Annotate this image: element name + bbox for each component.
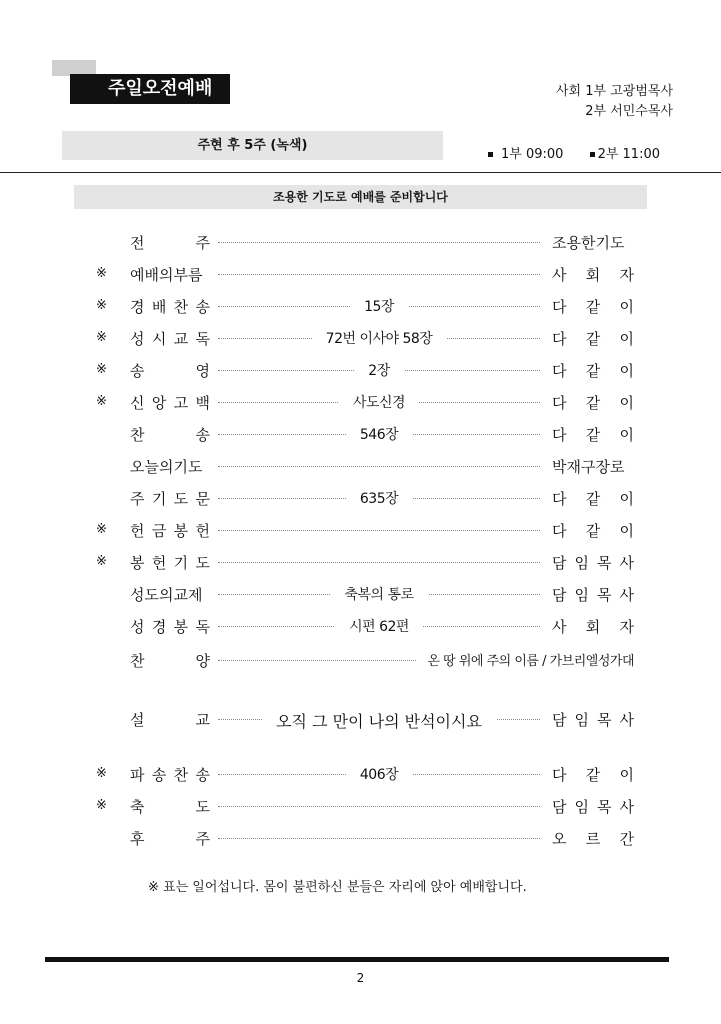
- leader-line-1: 사회 1부 고광범목사: [556, 84, 673, 99]
- dotted-leader: [218, 242, 540, 243]
- order-item-name-part: 설: [130, 711, 145, 729]
- order-item-name: [130, 296, 210, 317]
- order-item-leader: [552, 488, 634, 509]
- order-item-name-part: 도: [195, 798, 210, 816]
- order-item-leader: [552, 424, 634, 445]
- order-item-leader-part: 다: [552, 522, 567, 540]
- order-item: [96, 581, 634, 607]
- order-item-leader-part: 회: [585, 618, 601, 636]
- order-item-leader-part: 담: [552, 711, 567, 729]
- order-item-name-part: 봉: [130, 554, 145, 572]
- square-bullet-icon: [488, 152, 493, 157]
- order-item-detail: 사도신경: [339, 395, 419, 411]
- order-item-name-part: 축: [130, 798, 145, 816]
- order-item-detail: 546장: [346, 427, 412, 443]
- order-item: [96, 549, 634, 575]
- order-item: [96, 793, 634, 819]
- order-item-detail: 72번 이사야 58장: [312, 331, 447, 347]
- order-item-name-part: 찬: [173, 766, 189, 784]
- order-item-leader-part: 임: [574, 554, 589, 572]
- standing-mark: ※: [96, 798, 107, 813]
- order-item-name-part: 송: [195, 426, 210, 444]
- order-item-name-part: 송: [195, 766, 210, 784]
- dotted-leader: [218, 530, 540, 531]
- order-item-leader-part: 목: [597, 798, 612, 816]
- order-item-leader-part: 담: [552, 798, 567, 816]
- order-item-leader-part: 이: [619, 490, 634, 508]
- order-item-leader-part: 자: [619, 618, 634, 636]
- order-item-detail: 오직 그 만이 나의 반석이시요: [262, 712, 496, 731]
- order-item-name: [130, 424, 210, 445]
- order-item-leader-part: 목: [597, 711, 612, 729]
- order-item-name-part: 송: [151, 766, 167, 784]
- order-item-name-part: 기: [151, 490, 167, 508]
- order-item: [96, 485, 634, 511]
- order-item: [96, 325, 634, 351]
- order-item-detail: 406장: [346, 767, 412, 783]
- order-item-name: [130, 796, 210, 817]
- order-item-detail: 시편 62편: [335, 619, 423, 635]
- order-item-name: [130, 456, 210, 477]
- standing-mark: ※: [96, 266, 107, 281]
- order-item-leader: [552, 796, 634, 817]
- order-item: [96, 229, 634, 255]
- order-item-name: [130, 392, 210, 413]
- order-item-leader-part: 같: [585, 426, 601, 444]
- order-item-leader-part: 오: [552, 830, 567, 848]
- order-item-detail: 축복의 통로: [330, 587, 427, 603]
- order-item-name-part: 성: [130, 330, 145, 348]
- order-item: [96, 647, 634, 673]
- order-item-leader: [552, 328, 634, 349]
- order-item-name: [130, 360, 210, 381]
- order-item-leader-part: 같: [585, 766, 601, 784]
- order-item-name: [130, 520, 210, 541]
- order-item-leader: [552, 709, 634, 730]
- dotted-leader: [218, 806, 540, 807]
- order-item-detail-wrap: [218, 424, 540, 444]
- order-item-leader-part: 이: [619, 362, 634, 380]
- order-item-name-part: 예배의부름: [130, 266, 203, 284]
- order-item-leader-part: 조용한기도: [552, 234, 625, 252]
- order-item-detail-wrap: [218, 616, 540, 636]
- order-item-name: [130, 764, 210, 785]
- order-item-name-part: 양: [195, 652, 210, 670]
- order-item-detail-wrap: [218, 392, 540, 412]
- order-item-name-part: 송: [195, 298, 210, 316]
- order-item-detail: 15장: [350, 299, 408, 315]
- order-item-leader-part: 이: [619, 426, 634, 444]
- order-item-name-part: 헌: [130, 522, 145, 540]
- order-item-leader-part: 같: [585, 394, 601, 412]
- order-item-name-part: 도: [173, 490, 189, 508]
- order-item-name: [130, 650, 210, 671]
- order-item-leader-part: 사: [619, 798, 634, 816]
- dotted-leader: [218, 274, 540, 275]
- order-item-leader-part: 다: [552, 298, 567, 316]
- order-item-leader: [552, 584, 634, 605]
- liturgical-sunday: 주현 후 5주 (녹색): [62, 131, 443, 160]
- dotted-leader: [218, 838, 540, 839]
- service-times: [488, 143, 660, 162]
- order-item-name: [130, 232, 210, 253]
- order-item-leader-part: 이: [619, 330, 634, 348]
- order-item-name-part: 파: [130, 766, 145, 784]
- order-item-leader-part: 박재구장로: [552, 458, 625, 476]
- order-item-name-part: 독: [195, 330, 210, 348]
- order-item-leader: [552, 764, 634, 785]
- footer-divider: [45, 957, 669, 962]
- time-first-service: 1부 09:00: [501, 147, 564, 162]
- order-item: [96, 389, 634, 415]
- order-item: [96, 293, 634, 319]
- order-item-detail-wrap: [218, 488, 540, 508]
- order-item-name-part: 주: [195, 234, 210, 252]
- order-item-name-part: 봉: [173, 618, 189, 636]
- dotted-leader: [218, 562, 540, 563]
- order-item-name-part: 기: [173, 554, 189, 572]
- order-item-name-part: 찬: [130, 426, 145, 444]
- standing-mark: ※: [96, 522, 107, 537]
- order-item-name-part: 시: [151, 330, 167, 348]
- order-item-leader-part: 자: [619, 266, 634, 284]
- order-item: [96, 453, 634, 479]
- order-item-detail-wrap: [218, 709, 540, 732]
- order-item-name-part: 주: [195, 830, 210, 848]
- order-item-name: [130, 828, 210, 849]
- order-item-leader: [552, 828, 634, 849]
- order-item-name-part: 배: [151, 298, 167, 316]
- order-item-name-part: 헌: [151, 554, 167, 572]
- dotted-leader: [218, 466, 540, 467]
- order-item-leader: [552, 456, 634, 477]
- leader-line-2: 2부 서민수목사: [585, 104, 673, 119]
- order-item-name-part: 전: [130, 234, 145, 252]
- order-item-name-part: 후: [130, 830, 145, 848]
- standing-mark: ※: [96, 298, 107, 313]
- order-item-leader-part: 사: [619, 711, 634, 729]
- order-item-leader-part: 사: [619, 554, 634, 572]
- order-item-leader-part: 회: [585, 266, 601, 284]
- order-item-name-part: 봉: [173, 522, 189, 540]
- standing-note: ※ 표는 일어섭니다. 몸이 불편하신 분들은 자리에 앉아 예배합니다.: [148, 880, 527, 895]
- order-item-leader: [552, 520, 634, 541]
- order-item-detail-wrap: [218, 584, 540, 604]
- order-item-leader: [552, 232, 634, 253]
- order-item-leader: [552, 552, 634, 573]
- order-item-name-part: 문: [195, 490, 210, 508]
- order-item-leader-part: 임: [574, 798, 589, 816]
- order-item-name-part: 경: [151, 618, 167, 636]
- order-item-name-part: 도: [195, 554, 210, 572]
- order-item-leader-part: 간: [619, 830, 634, 848]
- order-item: [96, 517, 634, 543]
- order-item-leader-part: 같: [585, 522, 601, 540]
- square-bullet-icon: [590, 152, 595, 157]
- order-item-leader-part: 이: [619, 766, 634, 784]
- order-item-leader: [552, 360, 634, 381]
- order-item-name-part: 성도의교제: [130, 586, 203, 604]
- order-item-leader-part: 이: [619, 522, 634, 540]
- order-item-name: [130, 709, 210, 730]
- standing-mark: ※: [96, 394, 107, 409]
- order-item-detail-wrap: [218, 360, 540, 380]
- order-item-leader-part: 같: [585, 490, 601, 508]
- order-item-name-part: 오늘의기도: [130, 458, 203, 476]
- standing-mark: ※: [96, 766, 107, 781]
- order-item-leader-part: 사: [552, 266, 567, 284]
- preparation-banner: 조용한 기도로 예배를 준비합니다: [74, 185, 647, 209]
- order-item-leader-part: 다: [552, 490, 567, 508]
- order-item-name: [130, 488, 210, 509]
- order-item-name-part: 교: [173, 330, 189, 348]
- standing-mark: ※: [96, 362, 107, 377]
- order-item-name: [130, 616, 210, 637]
- order-item-leader-part: 다: [552, 362, 567, 380]
- order-item-detail: 635장: [346, 491, 412, 507]
- order-item-name: [130, 328, 210, 349]
- service-title: 주일오전예배: [70, 74, 230, 104]
- order-item-name-part: 헌: [195, 522, 210, 540]
- order-item-detail: 2장: [354, 363, 403, 379]
- order-item: [96, 421, 634, 447]
- order-item-name-part: 백: [195, 394, 210, 412]
- header-divider: [0, 172, 721, 173]
- order-item-leader: [552, 264, 634, 285]
- order-item-leader-part: 르: [585, 830, 601, 848]
- order-item: [96, 825, 634, 851]
- order-item-leader-part: 담: [552, 554, 567, 572]
- order-item-leader-part: 이: [619, 394, 634, 412]
- order-item-leader-part: 사: [619, 586, 634, 604]
- order-item-detail-wrap: [218, 296, 540, 316]
- order-item-name: [130, 584, 210, 605]
- order-item-detail-wrap: [218, 328, 540, 348]
- order-item: [96, 706, 634, 732]
- order-item: [96, 613, 634, 639]
- order-item-name: [130, 552, 210, 573]
- order-item-name-part: 독: [195, 618, 210, 636]
- order-item-name-part: 금: [151, 522, 167, 540]
- order-item-name: [130, 264, 210, 285]
- order-item-leader: [552, 392, 634, 413]
- order-item-leader-part: 담: [552, 586, 567, 604]
- order-item-name-part: 영: [195, 362, 210, 380]
- order-item-name-part: 신: [130, 394, 145, 412]
- order-item-leader-part: 같: [585, 330, 601, 348]
- time-second-service: 2부 11:00: [597, 147, 661, 162]
- order-item-name-part: 성: [130, 618, 145, 636]
- order-item-leader-part: 같: [585, 298, 601, 316]
- order-item-leader-part: 다: [552, 426, 567, 444]
- order-item-leader: [552, 616, 634, 637]
- order-item-name-part: 교: [195, 711, 210, 729]
- standing-mark: ※: [96, 554, 107, 569]
- order-item-name-part: 고: [173, 394, 189, 412]
- order-item-name-part: 찬: [130, 652, 145, 670]
- order-item: [96, 261, 634, 287]
- order-item-leader-part: 사: [552, 618, 567, 636]
- order-item: [96, 761, 634, 787]
- order-item-name-part: 찬: [173, 298, 189, 316]
- order-item-leader-part: 다: [552, 394, 567, 412]
- order-item-leader-part: 목: [597, 554, 612, 572]
- order-item-leader-part: 이: [619, 298, 634, 316]
- order-item-name-part: 송: [130, 362, 145, 380]
- order-item-leader-part: 다: [552, 766, 567, 784]
- order-item-leader-part: 같: [585, 362, 601, 380]
- order-item-leader: [552, 296, 634, 317]
- page-number: 2: [356, 971, 365, 985]
- service-leaders: [556, 82, 673, 122]
- order-item-name-part: 주: [130, 490, 145, 508]
- order-item-detail-wrap: [218, 764, 540, 784]
- order-item: [96, 357, 634, 383]
- order-item-detail-wrap: [218, 650, 634, 669]
- order-item-leader-part: 임: [574, 711, 589, 729]
- order-item-leader-part: 목: [597, 586, 612, 604]
- order-item-leader-part: 다: [552, 330, 567, 348]
- order-item-detail: 온 땅 위에 주의 이름 / 가브리엘성가대: [417, 654, 634, 669]
- order-item-name-part: 경: [130, 298, 145, 316]
- order-item-leader-part: 임: [574, 586, 589, 604]
- order-item-name-part: 앙: [151, 394, 167, 412]
- standing-mark: ※: [96, 330, 107, 345]
